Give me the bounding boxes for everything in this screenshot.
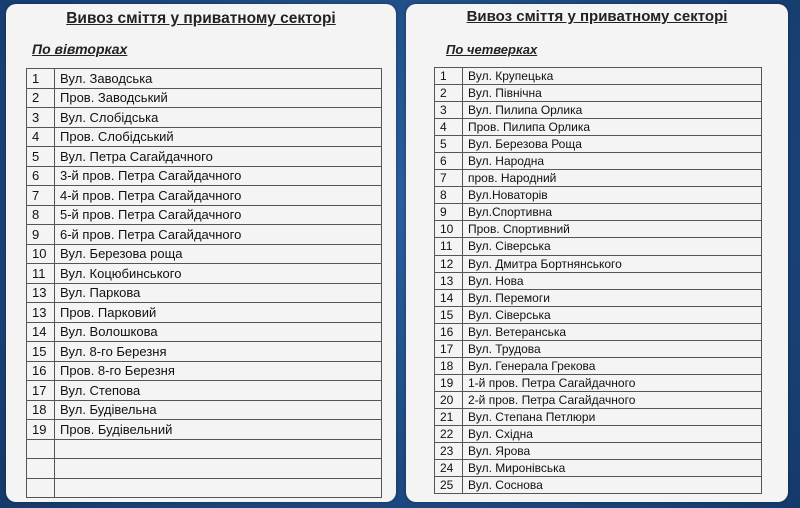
row-number: 6 [435, 153, 463, 170]
street-name: Вул. Народна [463, 153, 762, 170]
row-number: 16 [435, 323, 463, 340]
street-name: Вул. Ярова [463, 443, 762, 460]
street-name: Пров. Будівельний [55, 420, 382, 440]
row-number: 19 [435, 374, 463, 391]
table-row [435, 153, 762, 170]
street-name: 4-й пров. Петра Сагайдачного [55, 186, 382, 206]
row-number: 15 [27, 342, 55, 362]
table-row [435, 306, 762, 323]
table-row [27, 342, 382, 362]
street-name [55, 478, 382, 498]
table-row [27, 127, 382, 147]
street-name: Вул. Слобідська [55, 108, 382, 128]
table-row [27, 69, 382, 89]
row-number: 14 [435, 289, 463, 306]
street-name: Вул. Миронівська [463, 460, 762, 477]
row-number: 18 [435, 357, 463, 374]
row-number: 13 [435, 272, 463, 289]
table-row [27, 361, 382, 381]
street-name: Вул. Березова роща [55, 244, 382, 264]
street-name: Вул.Новаторів [463, 187, 762, 204]
row-number: 10 [435, 221, 463, 238]
street-name: Вул. 8-го Березня [55, 342, 382, 362]
row-number: 9 [27, 225, 55, 245]
row-number: 10 [27, 244, 55, 264]
row-number: 5 [435, 136, 463, 153]
table-row [435, 323, 762, 340]
table-row [435, 340, 762, 357]
street-name: Вул. Сіверська [463, 238, 762, 255]
row-number: 4 [435, 119, 463, 136]
street-name: Вул. Перемоги [463, 289, 762, 306]
row-number: 14 [27, 322, 55, 342]
row-number: 11 [27, 264, 55, 284]
street-name: Вул. Генерала Грекова [463, 357, 762, 374]
street-table [26, 68, 382, 498]
street-name: Вул. Петра Сагайдачного [55, 147, 382, 167]
table-row [27, 322, 382, 342]
row-number: 25 [435, 477, 463, 494]
table-row [27, 186, 382, 206]
row-number: 8 [27, 205, 55, 225]
row-number: 18 [27, 400, 55, 420]
street-name: Вул. Східна [463, 425, 762, 442]
row-number: 21 [435, 408, 463, 425]
table-row [27, 225, 382, 245]
table-row [435, 272, 762, 289]
row-number: 7 [435, 170, 463, 187]
card-title: Вивоз сміття у приватному секторі [66, 10, 336, 27]
street-name: Пров. 8-го Березня [55, 361, 382, 381]
table-row [435, 170, 762, 187]
street-name: Вул. Ветеранська [463, 323, 762, 340]
street-name: Пров. Слобідський [55, 127, 382, 147]
table-row [435, 408, 762, 425]
street-name: Пров. Парковий [55, 303, 382, 323]
street-name: Вул. Соснова [463, 477, 762, 494]
street-name: Вул. Волошкова [55, 322, 382, 342]
table-row [435, 460, 762, 477]
row-number: 9 [435, 204, 463, 221]
row-number: 5 [27, 147, 55, 167]
street-name: 6-й пров. Петра Сагайдачного [55, 225, 382, 245]
card-title: Вивоз сміття у приватному секторі [466, 8, 728, 25]
table-row [27, 439, 382, 459]
street-name: Вул. Березова Роща [463, 136, 762, 153]
table-row [27, 205, 382, 225]
table-row [27, 264, 382, 284]
row-number [27, 478, 55, 498]
street-name: Пров. Спортивний [463, 221, 762, 238]
table-row [27, 283, 382, 303]
table-row [27, 400, 382, 420]
table-row [27, 478, 382, 498]
street-name: 5-й пров. Петра Сагайдачного [55, 205, 382, 225]
table-row [27, 244, 382, 264]
street-name: Вул. Крупецька [463, 68, 762, 85]
table-row [435, 443, 762, 460]
street-name: Вул. Паркова [55, 283, 382, 303]
street-name: Вул. Північна [463, 85, 762, 102]
row-number: 1 [435, 68, 463, 85]
street-name: Вул. Степова [55, 381, 382, 401]
row-number: 3 [27, 108, 55, 128]
street-name: 2-й пров. Петра Сагайдачного [463, 391, 762, 408]
table-row [27, 459, 382, 479]
table-row [435, 68, 762, 85]
table-row [435, 477, 762, 494]
table-row [435, 204, 762, 221]
street-name: Вул.Спортивна [463, 204, 762, 221]
table-row [435, 119, 762, 136]
street-name [55, 459, 382, 479]
day-subtitle: По вівторках [32, 41, 128, 57]
row-number: 13 [27, 283, 55, 303]
row-number: 22 [435, 425, 463, 442]
table-row [27, 147, 382, 167]
thursday-schedule-card [406, 4, 788, 502]
table-row [435, 374, 762, 391]
street-name: Вул. Будівельна [55, 400, 382, 420]
table-row [435, 85, 762, 102]
street-name: Вул. Трудова [463, 340, 762, 357]
row-number [27, 459, 55, 479]
row-number: 17 [27, 381, 55, 401]
street-name: Вул. Дмитра Бортнянського [463, 255, 762, 272]
row-number: 2 [435, 85, 463, 102]
street-name: Вул. Степана Петлюри [463, 408, 762, 425]
row-number: 2 [27, 88, 55, 108]
row-number: 19 [27, 420, 55, 440]
street-name: Вул. Нова [463, 272, 762, 289]
street-name: 1-й пров. Петра Сагайдачного [463, 374, 762, 391]
street-name: Вул. Коцюбинського [55, 264, 382, 284]
row-number [27, 439, 55, 459]
row-number: 4 [27, 127, 55, 147]
street-name: Пров. Заводський [55, 88, 382, 108]
street-name: Вул. Пилипа Орлика [463, 102, 762, 119]
row-number: 20 [435, 391, 463, 408]
table-row [27, 420, 382, 440]
table-row [27, 88, 382, 108]
row-number: 12 [435, 255, 463, 272]
table-row [435, 391, 762, 408]
table-row [435, 221, 762, 238]
row-number: 8 [435, 187, 463, 204]
tuesday-schedule-card [6, 4, 396, 502]
table-row [435, 136, 762, 153]
row-number: 23 [435, 443, 463, 460]
table-row [435, 102, 762, 119]
street-name: 3-й пров. Петра Сагайдачного [55, 166, 382, 186]
table-row [435, 238, 762, 255]
table-row [27, 166, 382, 186]
row-number: 15 [435, 306, 463, 323]
street-name: Пров. Пилипа Орлика [463, 119, 762, 136]
row-number: 24 [435, 460, 463, 477]
table-row [27, 303, 382, 323]
street-table [434, 67, 762, 494]
table-row [435, 357, 762, 374]
day-subtitle: По четверках [446, 42, 538, 57]
table-row [435, 255, 762, 272]
row-number: 7 [27, 186, 55, 206]
row-number: 11 [435, 238, 463, 255]
row-number: 6 [27, 166, 55, 186]
table-row [27, 381, 382, 401]
street-name: Вул. Заводська [55, 69, 382, 89]
table-row [435, 187, 762, 204]
street-name [55, 439, 382, 459]
table-row [435, 289, 762, 306]
row-number: 16 [27, 361, 55, 381]
table-row [435, 425, 762, 442]
row-number: 13 [27, 303, 55, 323]
table-row [27, 108, 382, 128]
street-name: Вул. Сіверська [463, 306, 762, 323]
row-number: 1 [27, 69, 55, 89]
row-number: 17 [435, 340, 463, 357]
street-name: пров. Народний [463, 170, 762, 187]
row-number: 3 [435, 102, 463, 119]
